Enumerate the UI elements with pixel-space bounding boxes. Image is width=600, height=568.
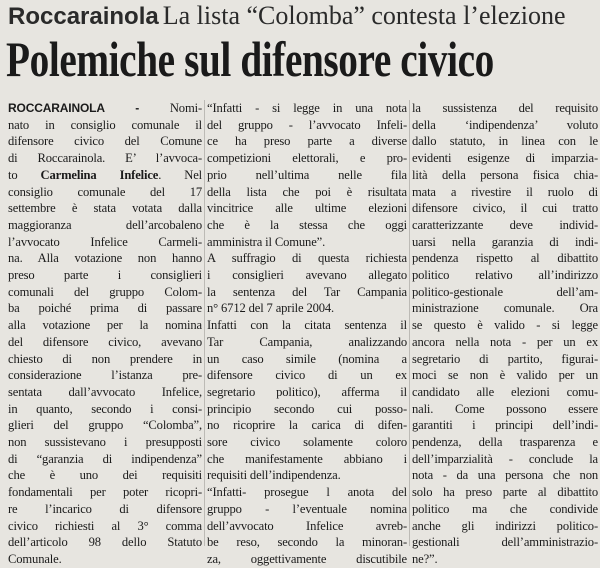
line-text: garantiti i principi dell’indi- [412,418,598,433]
line-text: competizioni elettorali, e pro- [207,151,407,166]
line-text: preso parte i consiglieri [8,268,202,283]
text-line [8,334,202,351]
line-text: del difensore civico, avevano [8,334,202,349]
text-line [412,351,598,368]
line-text: difensore civico di un ex [207,368,407,383]
line-text: segretario politico), afferma il [207,384,407,399]
text-line [412,451,598,468]
text-line [8,484,202,501]
line-text: politico-gestionale dell’am- [412,284,598,299]
line-text: re l’incarico di difensore [8,501,202,516]
text-line [8,167,202,184]
line-text: maggioranza dell’arcobaleno [8,217,202,232]
text-line [207,451,407,468]
line-text: comunali del gruppo Colom- [8,284,202,299]
text-line [412,184,598,201]
line-text: be reso, secondo la minoran- [207,535,407,550]
line-text: della ‘indipendenza’ voluto [412,117,598,132]
text-line [8,184,202,201]
text-line [8,200,202,217]
line-text: dell’imparzialità - conclude la [412,451,598,466]
text-line [8,234,202,251]
line-text: difensore civico del Comune [8,134,202,149]
line-text: vincitrice alle ultime elezioni [207,201,407,216]
line-text: di “garanzia di indipendenza” [8,451,202,466]
line-text: za, oggettivamente discutibile [207,551,407,566]
text-line [412,167,598,184]
line-text: non sussistevano i presupposti [8,435,202,450]
line-text: i consiglieri avevano allegato [207,268,407,283]
line-text: considerazione l’istanza pre- [8,368,202,383]
line-text: del gruppo - l’avvocato Infeli- [207,117,407,132]
article-paragraph [8,100,202,568]
text-line [8,150,202,167]
line-text: Comunale. [8,551,62,566]
text-line [8,384,202,401]
line-text: A suffragio di questa richiesta [207,251,407,266]
text-line [207,250,407,267]
line-text: fondamentali per poter ricopri- [8,485,202,500]
article-paragraph [207,100,407,568]
text-line [8,467,202,484]
line-text: l’avvocato Infelice Carmeli- [8,234,202,249]
line-text: che è la stessa che oggi [207,217,407,232]
line-text: chiesto di non prendere in [8,351,202,366]
line-text: glieri del gruppo “Colomba”, [8,418,202,433]
text-line [412,501,598,518]
text-line [412,434,598,451]
text-line [412,300,598,317]
line-text: pendenza rispetto al dibattito [412,251,598,266]
line-text: in quanto, secondo i consi- [8,401,202,416]
text-line [207,534,407,551]
line-text: dell’avvocato Infelice avreb- [207,518,407,533]
text-line [412,518,598,535]
line-text: gestionali dell’amministrazio- [412,535,598,550]
line-text: Infatti con la citata sentenza il [207,318,407,333]
text-line [207,367,407,384]
line-text: alla votazione per la nomina [8,318,202,333]
line-text: ne?”. [412,551,438,566]
text-line [207,284,407,301]
text-line [412,467,598,484]
line-text: settembre è stata votata dalla [8,201,202,216]
line-text: della lista che poi è risultata [207,184,407,199]
text-line [412,401,598,418]
text-line [207,351,407,368]
line-text: na. Alla votazione non hanno [8,251,202,266]
line-text: mata a rivestire il ruolo di [412,184,598,199]
text-line [412,267,598,284]
line-text: moci se non è valido per un [412,368,598,383]
line-text: ba poiché prima di passare [8,301,202,316]
line-text: no ricoprire la carica di difen- [207,418,407,433]
article-column-3 [412,100,598,566]
text-line [207,401,407,418]
text-line [207,150,407,167]
line-text: sentata dall’avvocato Infelice, [8,384,202,399]
text-line [207,133,407,150]
text-line [8,417,202,434]
line-text: prio nell’ultima nelle fila [207,167,407,182]
line-text: ministrazione comunale. Ora [412,301,598,316]
line-text: la sussistenza del requisito [412,101,598,115]
text-line [207,417,407,434]
text-line [412,150,598,167]
column-rule [204,100,205,546]
kicker-place: Roccarainola [8,3,159,30]
line-text: gruppo - l’eventuale nomina [207,501,407,516]
text-line [412,117,598,134]
text-line [8,217,202,234]
text-line [207,384,407,401]
text-line [412,284,598,301]
text-line [207,551,407,568]
text-line [8,100,202,117]
line-text: politico relativo all’indirizzo [412,268,598,283]
line-text: evidenti esigenze di imparzia- [412,151,598,166]
line-text: candidato alle elezioni comu- [412,384,598,399]
line-text: civico richiesti al 3° comma [8,518,202,533]
line-text: anche gli indirizzi politico- [412,518,598,533]
text-line [207,100,407,117]
line-text: che è uno dei requisiti [8,468,202,483]
line-text: difensore civico, il cui tratto [412,201,598,216]
line-text: pendenza, della trasparenza e [412,435,598,450]
line-text: n° 6712 del 7 aprile 2004. [207,301,335,316]
text-line [207,467,407,484]
text-line [8,250,202,267]
line-text: consiglio comunale del 17 [8,184,202,199]
text-line [8,284,202,301]
text-line [412,484,598,501]
line-text: sore civico solamente coloro [207,435,407,450]
text-line [8,133,202,150]
text-line [412,217,598,234]
line-text: lità della persona fisica chia- [412,167,598,182]
text-line [412,384,598,401]
line-text-after: . Nel [158,167,202,182]
text-line [412,133,598,150]
line-text: di Roccarainola. E’ l’avvoca- [8,151,202,166]
text-line [207,167,407,184]
text-line [207,217,407,234]
line-text: se questo è valido - si legge [412,318,598,333]
headline: Polemiche sul difensore civico [6,31,494,87]
text-line [8,518,202,535]
text-line [8,551,202,568]
text-line [207,317,407,334]
name-emphasis: Carmelina Infelice [40,167,159,182]
line-text: la sentenza del Tar Campania [207,284,407,299]
text-line [412,417,598,434]
text-line [412,334,598,351]
line-text: “Infatti - si legge in una nota [207,101,407,115]
text-line [412,100,598,117]
line-text: ancora nella nota - per un ex [412,334,598,349]
text-line [412,234,598,251]
text-line [207,434,407,451]
line-text: amministra il Comune”. [207,234,326,249]
article-column-2 [207,100,407,566]
line-text: politico ma che condivide [412,501,598,516]
line-text: to [8,167,41,182]
text-line [207,117,407,134]
text-line [8,367,202,384]
text-line [8,534,202,551]
text-line [207,484,407,501]
line-text: segretario di partito, figurai- [412,351,598,366]
text-line [207,501,407,518]
line-text: che manifestamente abbiano i [207,451,407,466]
line-text: dallo statuto, in linea con le [412,134,598,149]
dateline: ROCCARAINOLA - [8,101,140,115]
text-line [412,200,598,217]
text-line [412,534,598,551]
text-line [8,300,202,317]
text-line [8,267,202,284]
kicker-title: La lista “Colomba” contesta l’elezione [162,1,566,30]
text-line [8,501,202,518]
line-text: dell’articolo 98 dello Statuto [8,535,202,550]
line-text: un caso simile (nomina a [207,351,407,366]
text-line [412,551,598,568]
line-text: nali. Come possono essere [412,401,598,416]
line-text: caratterizzante deve individ- [412,217,598,232]
text-line [8,434,202,451]
line-text: Tar Campania, analizzando [207,334,407,349]
text-line [207,184,407,201]
line-text: requisiti dell’indipendenza. [207,468,341,483]
line-text: solo ha preso parte al dibattito [412,485,598,500]
text-line [8,451,202,468]
text-line [207,300,407,317]
line-text: Nomi- [139,101,202,115]
text-line [412,250,598,267]
text-line [207,200,407,217]
line-text: “Infatti- prosegue l anota del [207,485,407,500]
line-text: uarsi nella garanzia di indi- [412,234,598,249]
column-rule [409,100,410,546]
line-text: principio secondo cui posso- [207,401,407,416]
text-line [8,401,202,418]
text-line [207,234,407,251]
line-text: nota - da una persona che non [412,468,598,483]
article-column-1 [8,100,202,566]
text-line [207,267,407,284]
text-line [8,317,202,334]
text-line [412,367,598,384]
text-line [412,317,598,334]
article-kicker [8,1,598,31]
text-line [207,334,407,351]
text-line [8,117,202,134]
line-text: ce ha preso parte a diverse [207,134,407,149]
text-line [207,518,407,535]
article-paragraph [412,100,598,568]
line-text: nato in consiglio comunale il [8,117,202,132]
text-line [8,351,202,368]
